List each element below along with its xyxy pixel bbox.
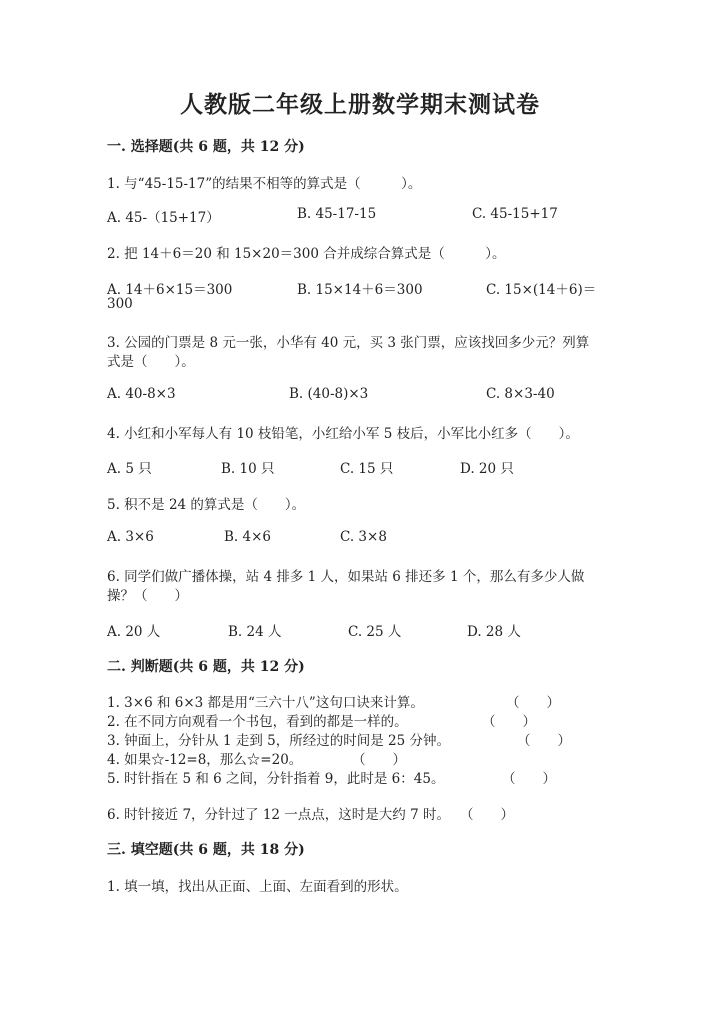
page-title: 人教版二年级上册数学期末测试卷 [180,91,540,118]
judgement-3: 3. 钟面上，分针从 1 走到 5，所经过的时间是 25 分钟。 [107,733,450,749]
q2-option-b: B. 15×14＋6＝300 [297,282,423,298]
section-heading-fill-in: 三. 填空题(共 6 题，共 18 分) [107,842,305,858]
q5-option-b: B. 4×6 [224,529,271,545]
section-heading-judgement: 二. 判断题(共 6 题，共 12 分) [107,659,305,675]
q5-option-c: C. 3×8 [340,529,387,545]
q4-option-a: A. 5 只 [107,461,152,477]
question-6-line-1: 6. 同学们做广播体操，站 4 排多 1 人，如果站 6 排还多 1 个，那么有多少人做 [107,569,585,585]
q4-option-c: C. 15 只 [340,461,394,477]
judgement-1: 1. 3×6 和 6×3 都是用“三六十八”这句口诀来计算。 [107,695,424,711]
q1-option-c: C. 45-15+17 [472,206,558,222]
q2-option-c: C. 15×(14＋6)＝ [486,282,597,298]
q5-option-a: A. 3×6 [107,529,154,545]
q6-option-c: C. 25 人 [348,624,402,640]
judgement-4-answer-blank: （ ） [352,752,406,768]
section-heading-choice: 一. 选择题(共 6 题，共 12 分) [107,139,305,155]
q3-option-b: B. (40-8)×3 [289,386,369,402]
judgement-4: 4. 如果☆-12=8，那么☆=20。 [107,752,303,768]
judgement-2-answer-blank: （ ） [482,714,536,730]
q6-option-d: D. 28 人 [467,624,521,640]
q4-option-b: B. 10 只 [221,461,275,477]
q6-option-a: A. 20 人 [107,624,161,640]
judgement-3-answer-blank: （ ） [517,733,571,749]
fill-in-question-1: 1. 填一填，找出从正面、上面、左面看到的形状。 [107,879,408,895]
q6-option-b: B. 24 人 [228,624,282,640]
q4-option-d: D. 20 只 [460,461,514,477]
q2-option-c-continued: 300 [107,296,133,312]
judgement-6-answer-blank: （ ） [460,807,514,823]
q1-option-b: B. 45-17-15 [297,206,377,222]
judgement-5-answer-blank: （ ） [502,771,556,787]
q2-option-a: A. 14＋6×15＝300 [107,282,233,298]
question-1: 1. 与“45-15-17”的结果不相等的算式是（ ）。 [107,176,422,192]
q3-option-a: A. 40-8×3 [107,386,176,402]
question-3-line-2: 式是（ ）。 [107,354,195,370]
judgement-5: 5. 时针指在 5 和 6 之间，分针指着 9，此时是 6：45。 [107,771,445,787]
question-3-line-1: 3. 公园的门票是 8 元一张，小华有 40 元，买 3 张门票，应该找回多少元？列算 [107,335,590,351]
question-2: 2. 把 14＋6＝20 和 15×20＝300 合并成综合算式是（ ）。 [107,246,506,262]
question-5: 5. 积不是 24 的算式是（ ）。 [107,497,306,513]
question-4: 4. 小红和小军每人有 10 枝铅笔，小红给小军 5 枝后，小军比小红多（ ）。 [107,426,579,442]
q3-option-c: C. 8×3-40 [486,386,555,402]
judgement-2: 2. 在不同方向观看一个书包，看到的都是一样的。 [107,714,408,730]
q1-option-a: A. 45-（15+17） [107,210,220,226]
judgement-1-answer-blank: （ ） [506,695,560,711]
question-6-line-2: 操？（ ） [107,588,188,604]
judgement-6: 6. 时针接近 7，分针过了 12 一点点，这时是大约 7 时。 [107,807,450,823]
